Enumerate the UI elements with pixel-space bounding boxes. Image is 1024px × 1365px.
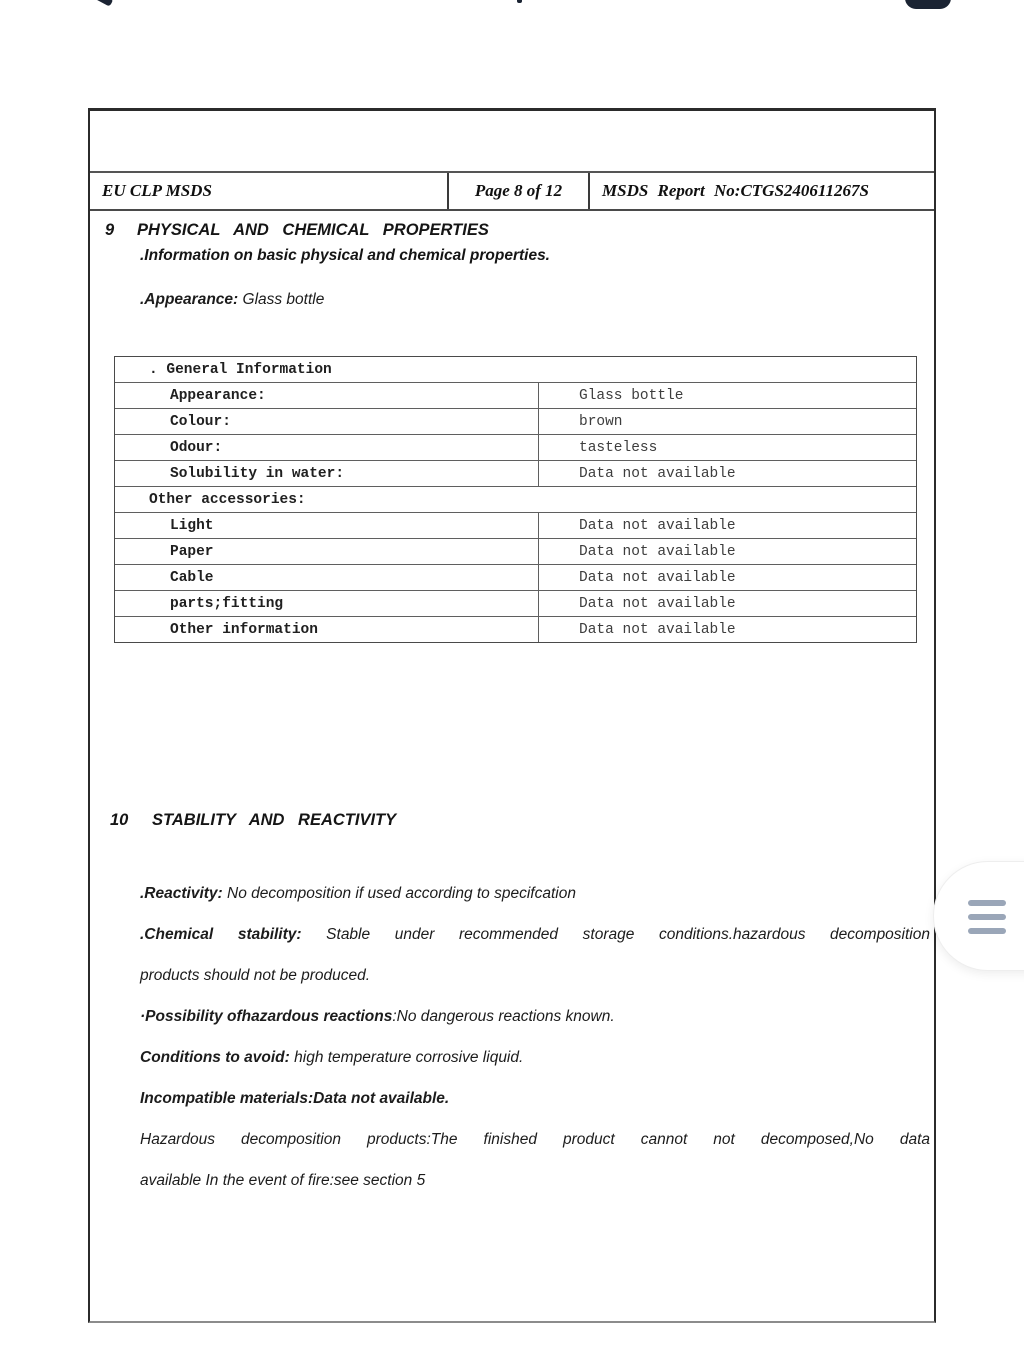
row-label: Solubility in water: [170, 465, 345, 482]
side-menu-tab[interactable] [933, 861, 1024, 971]
line-text: Hazardous decomposition products:The finished product cannot not decomposed,No data [140, 1131, 930, 1148]
body-line [140, 996, 930, 1037]
table-row [115, 408, 916, 434]
row-label: Cable [170, 569, 214, 586]
row-value: Glass bottle [538, 383, 916, 408]
section9-number: 9 [105, 221, 115, 239]
row-label: Odour: [170, 439, 223, 456]
table-row [115, 434, 916, 460]
line-text: available In the event of fire:see section 5 [140, 1172, 426, 1189]
row-label: Appearance: [170, 387, 266, 404]
section9-title: PHYSICAL AND CHEMICAL PROPERTIES [137, 221, 489, 239]
page-number-cell [447, 173, 590, 209]
table-row [115, 616, 916, 642]
line-bold: ·Possibility ofhazardous reactions [140, 1008, 393, 1025]
row-value: Data not available [538, 513, 916, 538]
body-line [140, 873, 930, 914]
line-bold: .Reactivity: [140, 885, 223, 902]
title-text-fragment [517, 0, 522, 3]
document-header-row [90, 173, 934, 211]
doc-type-label: EU CLP MSDS [102, 181, 212, 200]
line-text: Stable under recommended storage conditions.hazardous decomposition [326, 926, 930, 943]
row-value: Data not available [538, 591, 916, 616]
hamburger-icon [968, 900, 1006, 934]
table-row [115, 538, 916, 564]
row-value: Data not available [538, 565, 916, 590]
properties-table [114, 356, 917, 643]
row-label: Paper [170, 543, 214, 560]
row-value: Data not available [538, 461, 916, 486]
row-value: Data not available [538, 539, 916, 564]
header-empty-row [90, 111, 934, 173]
row-value: tasteless [538, 435, 916, 460]
body-line [140, 914, 930, 955]
section10-title: STABILITY AND REACTIVITY [152, 811, 397, 829]
section9-heading [105, 221, 489, 240]
line-bold: .Chemical stability: [140, 926, 302, 943]
table-row [115, 590, 916, 616]
row-label: parts;fitting [170, 595, 284, 612]
row-value: brown [538, 409, 916, 434]
body-line [140, 1160, 930, 1201]
section10-number: 10 [110, 811, 129, 829]
section10-body [140, 873, 930, 1201]
row-label: Other accessories: [149, 491, 306, 508]
line-text: :No dangerous reactions known. [392, 1008, 615, 1025]
table-row [115, 357, 916, 382]
body-line [140, 1078, 930, 1119]
row-value: Data not available [538, 617, 916, 642]
line-text: high temperature corrosive liquid. [289, 1049, 524, 1066]
appearance-line [140, 291, 324, 309]
line-bold: Conditions to avoid: [140, 1049, 290, 1066]
body-line [140, 955, 930, 996]
appearance-value: Glass bottle [238, 291, 325, 308]
appearance-label: .Appearance: [140, 291, 239, 308]
table-row [115, 486, 916, 512]
line-bold: Incompatible materials:Data not available. [140, 1090, 450, 1107]
line-text: products should not be produced. [140, 967, 371, 984]
document-page [88, 108, 936, 1323]
menu-capsule-button[interactable] [905, 0, 951, 9]
table-row [115, 564, 916, 590]
section10-heading [110, 811, 396, 830]
row-label: Colour: [170, 413, 231, 430]
table-row [115, 512, 916, 538]
row-label: Light [170, 517, 214, 534]
table-row [115, 460, 916, 486]
back-arrow-icon[interactable] [87, 0, 114, 7]
body-line [140, 1119, 930, 1160]
row-label: . General Information [149, 361, 332, 378]
doc-type-cell [90, 173, 447, 209]
row-label: Other information [170, 621, 318, 638]
section9-subtitle: .Information on basic physical and chemical properties. [140, 247, 550, 264]
line-text: No decomposition if used according to specifcation [222, 885, 576, 902]
report-number-cell [590, 173, 934, 209]
page-number-label: Page 8 of 12 [474, 181, 563, 200]
body-line [140, 1037, 930, 1078]
report-number-label: MSDS Report No:CTGS240611267S [602, 181, 869, 200]
table-row [115, 382, 916, 408]
